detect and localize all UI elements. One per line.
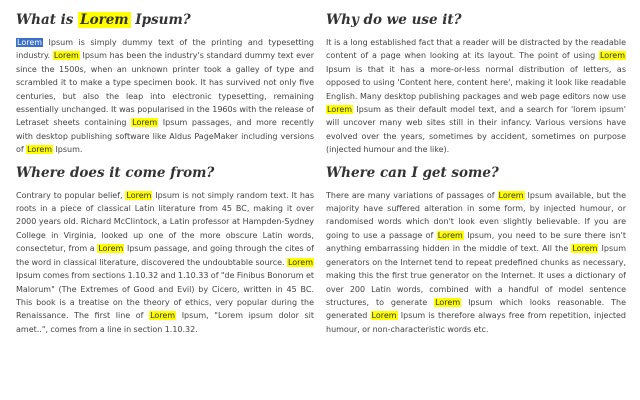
section-where-get — [326, 161, 626, 336]
text-run: Ipsum passage, and going through the cites of the word in classical literature, discovered the undoubtable source. — [16, 244, 314, 267]
text-run: Ipsum is not simply random text. It has roots in a piece of classical Latin literature from 45 BC, making it over 2000 years old. Richard McClintock, a Latin professor at Hampden-Sydney College in Virginia, looked up one of the more obscure Latin words, consectetur, from a — [16, 190, 314, 254]
section-heading — [16, 8, 314, 33]
section-heading — [16, 161, 314, 186]
search-match-highlight: Lorem — [498, 190, 524, 200]
text-run: There are many variations of passages of — [326, 190, 498, 200]
text-run: Ipsum which looks reasonable. The generated — [326, 297, 626, 321]
section-what-is — [16, 8, 314, 157]
text-run: Ipsum available, but the majority have suffered alteration in some form, by injected humour, or randomised words which don't look even slightly believable. If you are going to use a passage of — [326, 190, 626, 240]
text-run: Ipsum passages, and more recently with desktop publishing software like Aldus PageMaker including versions of — [16, 118, 314, 155]
search-match-highlight: Lorem — [126, 190, 152, 200]
text-run: Where does it come from? — [16, 164, 215, 181]
search-match-highlight: Lorem — [132, 118, 158, 128]
text-run: Where can I get some? — [326, 164, 499, 181]
search-match-highlight: Lorem — [150, 311, 176, 321]
section-where-from — [16, 161, 314, 336]
search-match-highlight: Lorem — [98, 244, 124, 254]
search-match-highlight: Lorem — [599, 51, 625, 61]
text-run: Ipsum is that it has a more-or-less normal distribution of letters, as opposed to using 'Content here, content here', making it look like readable English. Many desktop publishing packages and web page editors now use — [326, 64, 626, 101]
text-run: What is — [16, 12, 79, 28]
search-match-highlight: Lorem — [371, 311, 397, 321]
text-run: Ipsum comes from sections 1.10.32 and 1.10.33 of "de Finibus Bonorum et Malorum" (The Extremes of Good and Evil) by Cicero, written in 45 BC. This book is a treatise on the theory of ethics, very popular during the Renaissance. The first line of — [16, 271, 314, 321]
text-run: Ipsum is simply dummy text of the printing and typesetting industry. — [16, 38, 314, 61]
content-grid — [16, 8, 630, 336]
search-match-highlight: Lorem — [327, 105, 353, 115]
search-match-highlight: Lorem — [572, 244, 598, 254]
search-match-highlight: Lorem — [27, 145, 53, 155]
text-run: Contrary to popular belief, — [16, 190, 126, 200]
search-match-highlight: Lorem — [80, 12, 129, 28]
section-body — [326, 36, 626, 157]
section-body — [16, 36, 314, 157]
section-body — [16, 189, 314, 336]
section-heading — [326, 161, 626, 186]
text-run: Ipsum, you need to be sure there isn't anything embarrassing hidden in the middle of text. All the — [326, 230, 626, 254]
text-run: Ipsum, "Lorem ipsum dolor sit amet..", comes from a line in section 1.10.32. — [16, 311, 314, 334]
text-run: It is a long established fact that a reader will be distracted by the readable content of a page when looking at its layout. The point of using — [326, 38, 626, 61]
search-match-highlight: Lorem — [435, 297, 461, 307]
text-run: Ipsum. — [53, 145, 83, 155]
search-match-highlight: Lorem — [437, 230, 463, 240]
text-run: Ipsum as their default model text, and a search for 'lorem ipsum' will uncover many web sites still in their infancy. Various versions have evolved over the years, sometimes by accident, sometimes on purpose (injected humour and the like). — [326, 105, 626, 155]
current-search-match: Lorem — [17, 38, 43, 47]
section-body — [326, 189, 626, 336]
text-run: Ipsum has been the industry's standard dummy text ever since the 1500s, when an unknown printer took a galley of type and scrambled it to make a type specimen book. It has survived not only five centuries, but also the leap into electronic typesetting, remaining essentially unchanged. It was popularised in the 1960s with the release of Letraset sheets containing — [16, 51, 314, 128]
text-run: Ipsum is therefore always free from repetition, injected humour, or non-characteristic words etc. — [326, 311, 626, 334]
text-run: Ipsum generators on the Internet tend to repeat predefined chunks as necessary, making this the first true generator on the Internet. It uses a dictionary of over 200 Latin words, combined with a handful of model sentence structures, to generate — [326, 244, 626, 307]
search-match-highlight: Lorem — [287, 257, 313, 267]
text-run: Why do we use it? — [326, 12, 462, 28]
section-why-use — [326, 8, 626, 157]
section-heading — [326, 8, 626, 33]
text-run: Ipsum? — [130, 12, 191, 28]
search-match-highlight: Lorem — [53, 51, 79, 61]
